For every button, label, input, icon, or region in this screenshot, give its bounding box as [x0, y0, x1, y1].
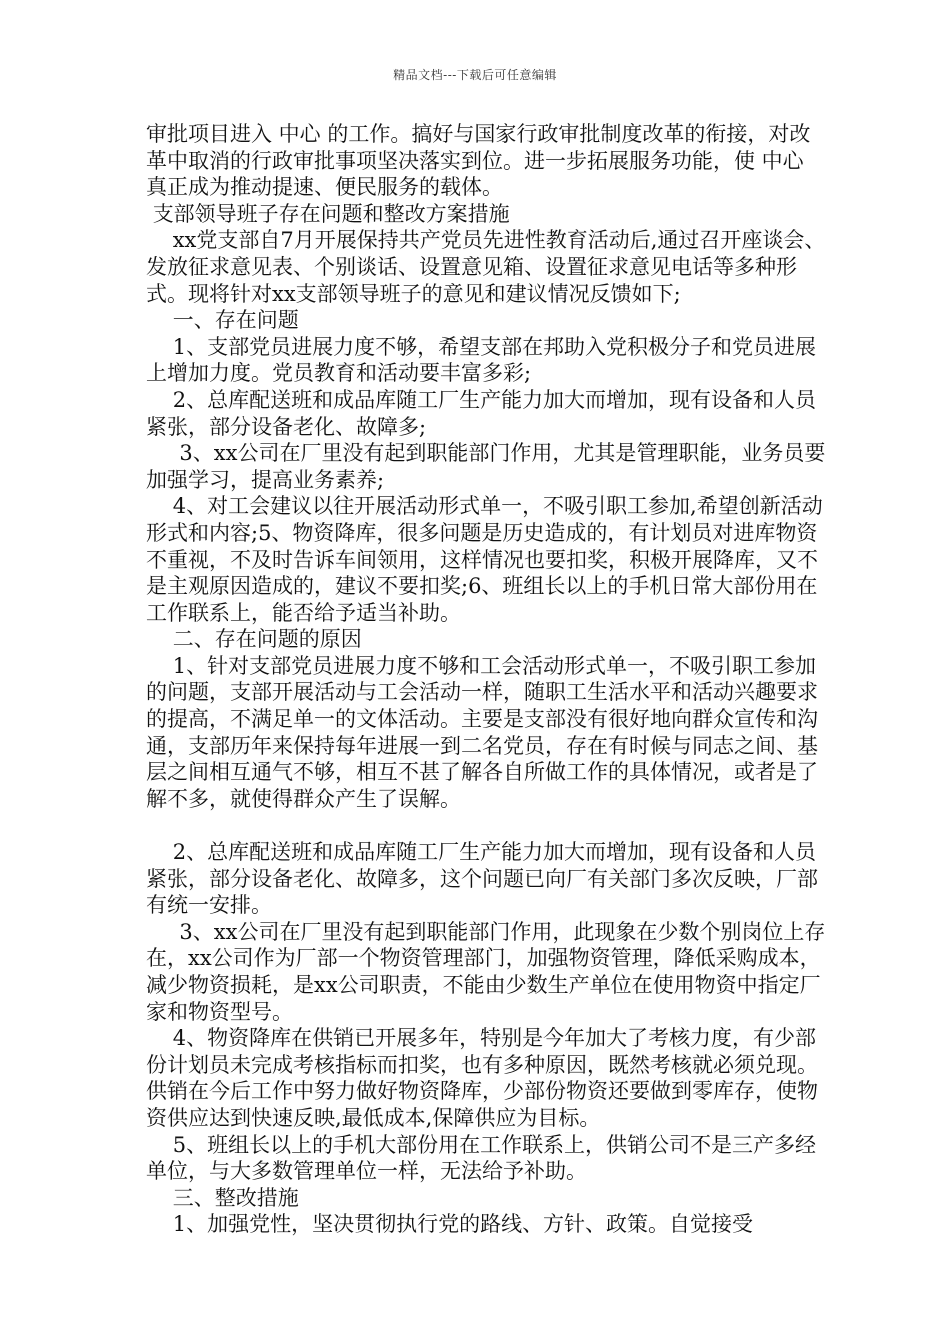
- section-heading: 支部领导班子存在问题和整改方案措施: [146, 201, 510, 226]
- paragraph: xx党支部自7月开展保持共产党员先进性教育活动后,通过召开座谈会、发放征求意见表、个别谈话、设置意见箱、设置征求意见电话等多种形式。现将针对xx支部领导班子的意见和建议情况反馈如下;: [146, 228, 826, 306]
- paragraph: 3、xx公司在厂里没有起到职能部门作用，尤其是管理职能，业务员要加强学习，提高业务素养;: [146, 441, 826, 492]
- section-heading: 三、整改措施: [146, 1185, 299, 1210]
- paragraph: 5、班组长以上的手机大部份用在工作联系上，供销公司不是三产多经单位，与大多数管理单位一样，无法给予补助。: [146, 1132, 817, 1184]
- paragraph: 3、xx公司在厂里没有起到职能部门作用，此现象在少数个别岗位上存在，xx公司作为厂部一个物资管理部门，加强物资管理，降低采购成本，减少物资损耗，是xx公司职责，不能由少数生产单位在使用物资中指定厂家和物资型号。: [146, 919, 826, 1024]
- blank-line: [146, 812, 826, 839]
- paragraph: 4、物资降库在供销已开展多年，特别是今年加大了考核力度，有少部份计划员未完成考核指标而扣奖，也有多种原因，既然考核就必须兑现。供销在今后工作中努力做好物资降库，少部份物资还要做到零库存，使物资供应达到快速反映,最低成本,保障供应为目标。: [146, 1026, 818, 1130]
- paragraph: 审批项目进入 中心 的工作。搞好与国家行政审批制度改革的衔接，对改革中取消的行政审批事项坚决落实到位。进一步拓展服务功能，使 中心 真正成为推动提速、便民服务的载体。: [146, 122, 811, 200]
- section-heading: 二、存在问题的原因: [146, 627, 362, 652]
- document-body: [146, 121, 826, 1238]
- page-header: 精品文档---下载后可任意编辑: [393, 68, 557, 82]
- paragraph: 1、支部党员进展力度不够，希望支部在邦助入党积极分子和党员进展上增加力度。党员教育和活动要丰富多彩;: [146, 334, 817, 386]
- paragraph: 4、对工会建议以往开展活动形式单一，不吸引职工参加,希望创新活动形式和内容;5、物资降库，很多问题是历史造成的，有计划员对进库物资不重视，不及时告诉车间领用，这样情况也要扣奖，积极开展降库，又不是主观原因造成的，建议不要扣奖;6、班组长以上的手机日常大部份用在工作联系上，能否给予适当补助。: [146, 494, 823, 625]
- paragraph: 2、总库配送班和成品库随工厂生产能力加大而增加，现有设备和人员紧张，部分设备老化、故障多，这个问题已向厂有关部门多次反映，厂部有统一安排。: [146, 840, 818, 918]
- section-heading: 一、存在问题: [146, 308, 299, 333]
- paragraph: 2、总库配送班和成品库随工厂生产能力加大而增加，现有设备和人员紧张，部分设备老化、故障多;: [146, 387, 817, 439]
- paragraph: 1、加强党性，坚决贯彻执行党的路线、方针、政策。自觉接受: [146, 1212, 754, 1237]
- paragraph: 1、针对支部党员进展力度不够和工会活动形式单一，不吸引职工参加的问题，支部开展活动与工会活动一样，随职工生活水平和活动兴趣要求的提高，不满足单一的文体活动。主要是支部没有很好地向群众宣传和沟通，支部历年来保持每年进展一到二名党员，存在有时候与同志之间、基层之间相互通气不够，相互不甚了解各自所做工作的具体情况，或者是了解不多，就使得群众产生了误解。: [146, 653, 818, 811]
